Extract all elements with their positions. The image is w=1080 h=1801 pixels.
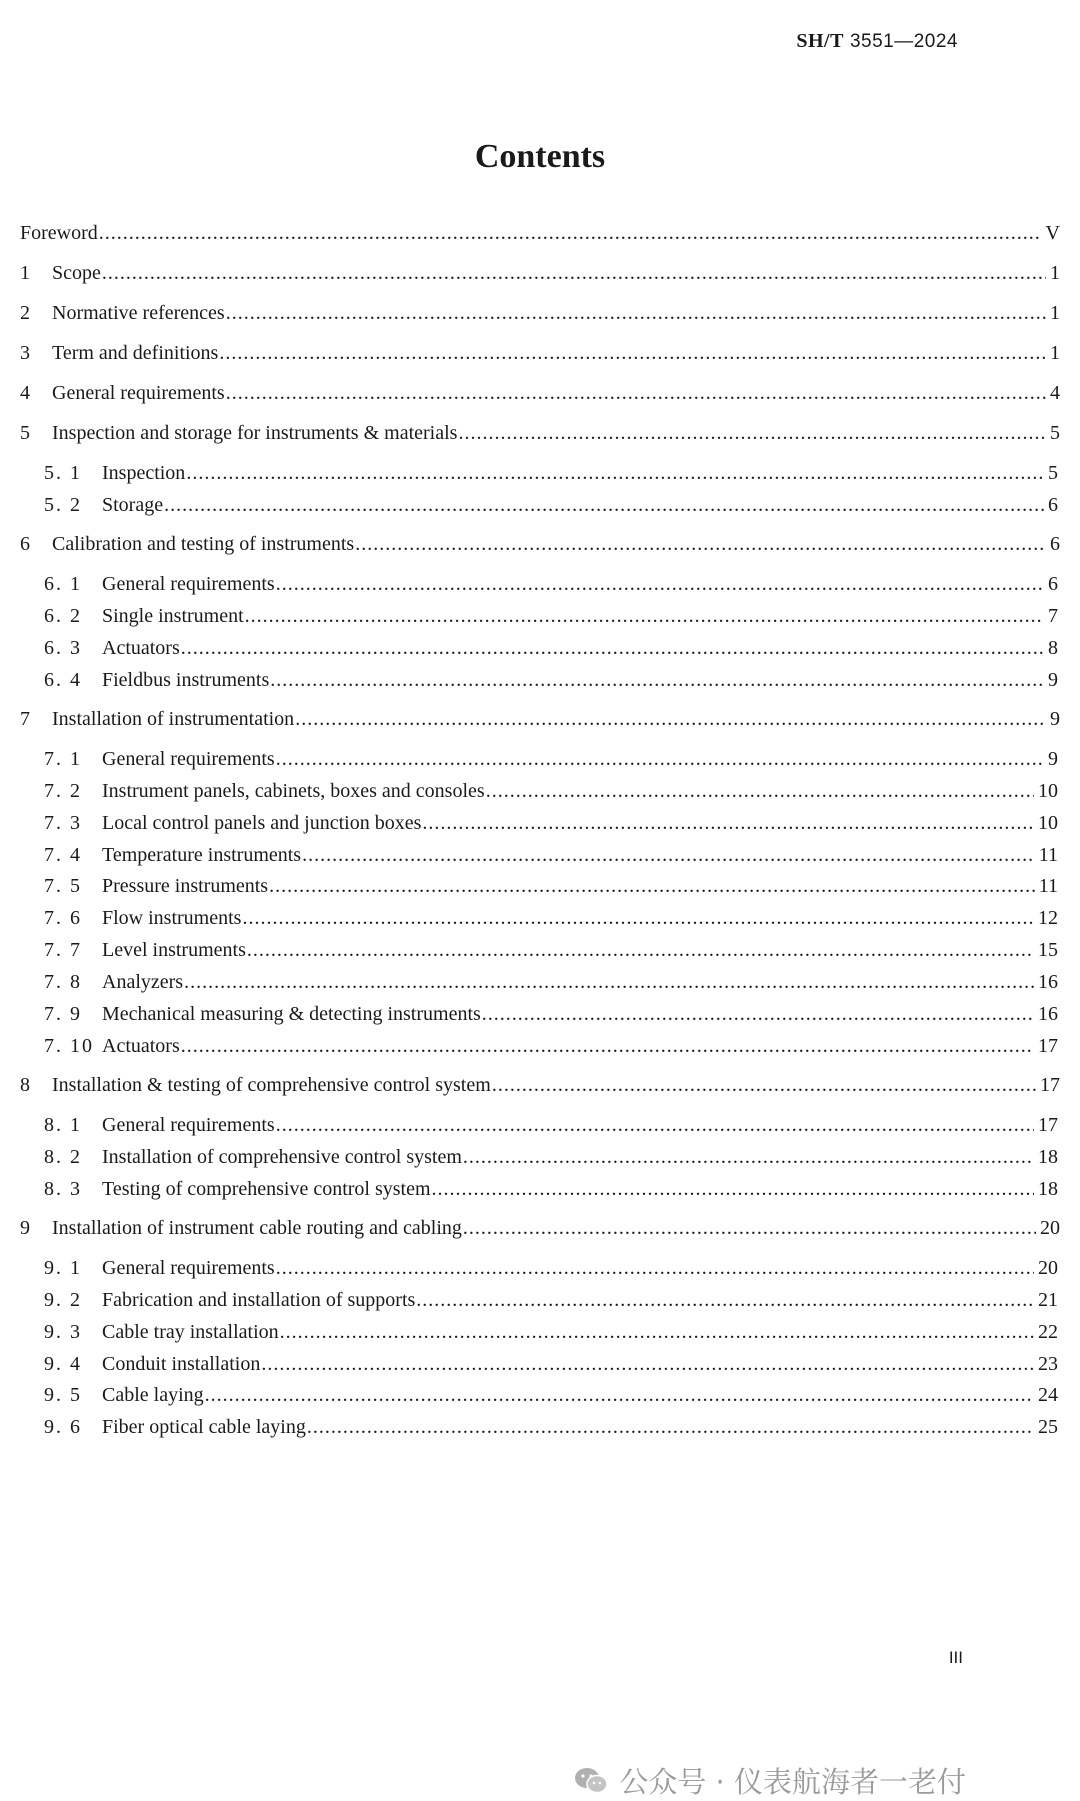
toc-entry-number: 9. 3	[44, 1321, 82, 1343]
toc-entry-title: Cable tray installation	[102, 1321, 279, 1343]
toc-entry	[44, 875, 1058, 905]
toc-entry-page: 22	[1038, 1321, 1058, 1343]
toc-entry-page: 6	[1048, 573, 1058, 595]
toc-entry-page: 17	[1040, 1074, 1060, 1096]
toc-entry-title: Fiber optical cable laying	[102, 1416, 306, 1438]
toc-entry-title: Scope	[52, 262, 101, 284]
toc-entry-page: 9	[1050, 708, 1060, 730]
toc-entry-number: 6	[20, 533, 30, 555]
toc-entry-title: Installation of instrument cable routing and cabling	[52, 1217, 462, 1239]
toc-leader-dots	[164, 494, 1044, 517]
toc-entry-number: 7. 7	[44, 939, 82, 961]
toc-entry	[44, 1035, 1058, 1065]
toc-entry-page: 9	[1048, 669, 1058, 691]
toc-entry-page: 6	[1050, 533, 1060, 555]
toc-entry-title: Conduit installation	[102, 1353, 261, 1375]
toc-entry-title: Local control panels and junction boxes	[102, 812, 422, 834]
toc-entry-page: 16	[1038, 971, 1058, 993]
toc-entry-number: 3	[20, 342, 30, 364]
toc-entry	[20, 382, 1060, 412]
toc-entry-title: Temperature instruments	[102, 844, 302, 866]
toc-leader-dots	[247, 939, 1034, 962]
toc-entry-number: 8	[20, 1074, 30, 1096]
toc-entry-number: 8. 1	[44, 1114, 82, 1136]
toc-entry	[44, 573, 1058, 603]
toc-entry-page: 17	[1038, 1114, 1058, 1136]
toc-entry	[44, 971, 1058, 1001]
toc-entry-title: Installation of instrumentation	[52, 708, 295, 730]
toc-entry-number: 7. 10	[44, 1035, 94, 1057]
toc-leader-dots	[226, 302, 1046, 325]
page-number: III	[948, 1648, 963, 1667]
toc-leader-dots	[276, 1114, 1034, 1137]
toc-entry-title: Pressure instruments	[102, 875, 269, 897]
toc-entry	[44, 669, 1058, 699]
toc-leader-dots	[295, 708, 1046, 731]
toc-entry-page: 18	[1038, 1178, 1058, 1200]
toc-entry-page: 6	[1048, 494, 1058, 516]
toc-leader-dots	[276, 1257, 1034, 1280]
toc-leader-dots	[302, 844, 1035, 867]
toc-entry-page: 11	[1038, 875, 1058, 897]
toc-leader-dots	[463, 1217, 1036, 1240]
toc-entry-title: Single instrument	[102, 605, 244, 627]
toc-leader-dots	[463, 1146, 1034, 1169]
toc-entry-number: 6. 3	[44, 637, 82, 659]
toc-entry	[20, 422, 1060, 452]
toc-entry-title: Fabrication and installation of supports	[102, 1289, 416, 1311]
toc-leader-dots	[482, 1003, 1034, 1026]
toc-leader-dots	[492, 1074, 1036, 1097]
standard-code-number: 3551—2024	[849, 31, 958, 52]
toc-entry-number: 7. 1	[44, 748, 82, 770]
toc-entry-number: 5. 1	[44, 462, 82, 484]
toc-leader-dots	[486, 780, 1034, 803]
toc-entry-page: 9	[1048, 748, 1058, 770]
toc-leader-dots	[276, 573, 1044, 596]
toc-entry-page: 17	[1038, 1035, 1058, 1057]
standard-code-prefix: SH/T	[796, 30, 844, 52]
toc-entry-title: Inspection and storage for instruments & materials	[52, 422, 458, 444]
toc-leader-dots	[261, 1353, 1034, 1376]
toc-entry-number: 8. 2	[44, 1146, 82, 1168]
toc-entry-number: 2	[20, 302, 30, 324]
toc-entry-title: Mechanical measuring & detecting instruments	[102, 1003, 481, 1025]
toc-entry-number: 7. 9	[44, 1003, 82, 1025]
toc-entry	[44, 637, 1058, 667]
toc-entry-number: 9. 4	[44, 1353, 82, 1375]
toc-entry-number: 6. 4	[44, 669, 82, 691]
toc-leader-dots	[416, 1289, 1034, 1312]
toc-entry-page: 20	[1040, 1217, 1060, 1239]
toc-entry	[44, 1321, 1058, 1351]
toc-entry-page: 21	[1038, 1289, 1058, 1311]
toc-entry-number: 6. 2	[44, 605, 82, 627]
toc-leader-dots	[458, 422, 1046, 445]
toc-entry	[20, 1217, 1060, 1247]
toc-entry-number: 9. 5	[44, 1384, 82, 1406]
toc-entry-number: 1	[20, 262, 30, 284]
toc-leader-dots	[102, 262, 1046, 285]
toc-entry	[20, 222, 1060, 252]
toc-entry-page: V	[1045, 222, 1060, 244]
toc-leader-dots	[422, 812, 1034, 835]
toc-entry	[44, 1178, 1058, 1208]
toc-leader-dots	[276, 748, 1044, 771]
toc-entry-page: 20	[1038, 1257, 1058, 1279]
toc-entry	[44, 844, 1058, 874]
toc-entry-page: 1	[1050, 302, 1060, 324]
watermark-text: 公众号 · 仪表航海者一老付	[619, 1765, 966, 1799]
toc-entry	[44, 907, 1058, 937]
toc-entry	[20, 342, 1060, 372]
toc-entry-title: General requirements	[102, 1114, 275, 1136]
toc-entry-page: 23	[1038, 1353, 1058, 1375]
toc-entry	[44, 1416, 1058, 1446]
toc-entry-page: 16	[1038, 1003, 1058, 1025]
toc-entry	[44, 494, 1058, 524]
toc-entry	[44, 812, 1058, 842]
toc-entry-page: 10	[1038, 780, 1058, 802]
toc-entry-page: 5	[1048, 462, 1058, 484]
toc-entry	[44, 1353, 1058, 1383]
toc-entry-number: 7. 6	[44, 907, 82, 929]
toc-entry-number: 7. 2	[44, 780, 82, 802]
toc-entry	[44, 605, 1058, 635]
toc-entry-number: 5	[20, 422, 30, 444]
toc-entry-page: 11	[1038, 844, 1058, 866]
toc-entry-number: 4	[20, 382, 30, 404]
toc-entry-number: 7. 3	[44, 812, 82, 834]
toc-entry	[44, 1384, 1058, 1414]
toc-entry	[44, 1257, 1058, 1287]
toc-leader-dots	[186, 462, 1044, 485]
toc-entry	[44, 1003, 1058, 1033]
toc-entry-title: General requirements	[52, 382, 225, 404]
toc-entry-page: 5	[1050, 422, 1060, 444]
toc-entry-title: Level instruments	[102, 939, 246, 961]
toc-entry-number: 9. 1	[44, 1257, 82, 1279]
toc-entry-page: 18	[1038, 1146, 1058, 1168]
toc-entry-title: Actuators	[102, 637, 180, 659]
toc-entry-page: 12	[1038, 907, 1058, 929]
toc-entry	[20, 262, 1060, 292]
toc-entry	[44, 1114, 1058, 1144]
toc-entry-number: 7. 5	[44, 875, 82, 897]
toc-entry	[44, 1289, 1058, 1319]
toc-entry-page: 15	[1038, 939, 1058, 961]
toc-leader-dots	[219, 342, 1046, 365]
toc-entry	[44, 748, 1058, 778]
toc-leader-dots	[242, 907, 1034, 930]
toc-entry-page: 1	[1050, 342, 1060, 364]
toc-leader-dots	[205, 1384, 1034, 1407]
toc-entry-title: General requirements	[102, 1257, 275, 1279]
toc-entry-title: Analyzers	[102, 971, 184, 993]
toc-entry-title: Actuators	[102, 1035, 180, 1057]
toc-entry-title: Foreword	[20, 222, 98, 244]
toc-entry	[20, 302, 1060, 332]
toc-entry-number: 6. 1	[44, 573, 82, 595]
toc-entry-title: General requirements	[102, 573, 275, 595]
toc-entry-number: 8. 3	[44, 1178, 82, 1200]
toc-leader-dots	[307, 1416, 1034, 1439]
toc-entry	[20, 1074, 1060, 1104]
toc-leader-dots	[432, 1178, 1034, 1201]
toc-entry-title: Normative references	[52, 302, 225, 324]
toc-entry-title: Installation & testing of comprehensive control system	[52, 1074, 491, 1096]
toc-entry-page: 10	[1038, 812, 1058, 834]
toc-entry-title: Term and definitions	[52, 342, 219, 364]
toc-leader-dots	[226, 382, 1046, 405]
toc-entry	[44, 780, 1058, 810]
watermark	[573, 1760, 966, 1801]
standard-code	[796, 30, 958, 53]
toc-entry-page: 1	[1050, 262, 1060, 284]
toc-entry-number: 5. 2	[44, 494, 82, 516]
toc-entry-title: Calibration and testing of instruments	[52, 533, 355, 555]
toc-entry-number: 9. 6	[44, 1416, 82, 1438]
toc-entry-page: 4	[1050, 382, 1060, 404]
toc-entry-title: Fieldbus instruments	[102, 669, 270, 691]
toc-entry-title: Installation of comprehensive control system	[102, 1146, 462, 1168]
toc-entry	[44, 462, 1058, 492]
page-title: Contents	[474, 138, 606, 175]
wechat-icon	[573, 1766, 609, 1796]
toc-entry-title: Storage	[102, 494, 164, 516]
toc-entry-number: 9	[20, 1217, 30, 1239]
toc-entry-title: Inspection	[102, 462, 186, 484]
toc-leader-dots	[184, 971, 1034, 994]
toc-entry-number: 7. 4	[44, 844, 82, 866]
toc-entry-title: Instrument panels, cabinets, boxes and consoles	[102, 780, 485, 802]
toc-entry-page: 8	[1048, 637, 1058, 659]
toc-entry-page: 25	[1038, 1416, 1058, 1438]
toc-entry-number: 7	[20, 708, 30, 730]
toc-entry-title: Flow instruments	[102, 907, 242, 929]
toc-leader-dots	[181, 637, 1044, 660]
toc-leader-dots	[99, 222, 1042, 245]
toc-entry-title: General requirements	[102, 748, 275, 770]
toc-entry-page: 7	[1048, 605, 1058, 627]
toc-leader-dots	[270, 669, 1044, 692]
toc-entry-page: 24	[1038, 1384, 1058, 1406]
toc-entry-number: 7. 8	[44, 971, 82, 993]
toc-leader-dots	[245, 605, 1044, 628]
toc-leader-dots	[355, 533, 1046, 556]
toc-entry-number: 9. 2	[44, 1289, 82, 1311]
toc-entry	[44, 1146, 1058, 1176]
toc-entry-title: Testing of comprehensive control system	[102, 1178, 431, 1200]
toc-leader-dots	[280, 1321, 1034, 1344]
toc-leader-dots	[181, 1035, 1034, 1058]
toc-entry	[44, 939, 1058, 969]
toc-entry-title: Cable laying	[102, 1384, 204, 1406]
toc-leader-dots	[269, 875, 1035, 898]
toc-entry	[20, 708, 1060, 738]
toc-entry	[20, 533, 1060, 563]
